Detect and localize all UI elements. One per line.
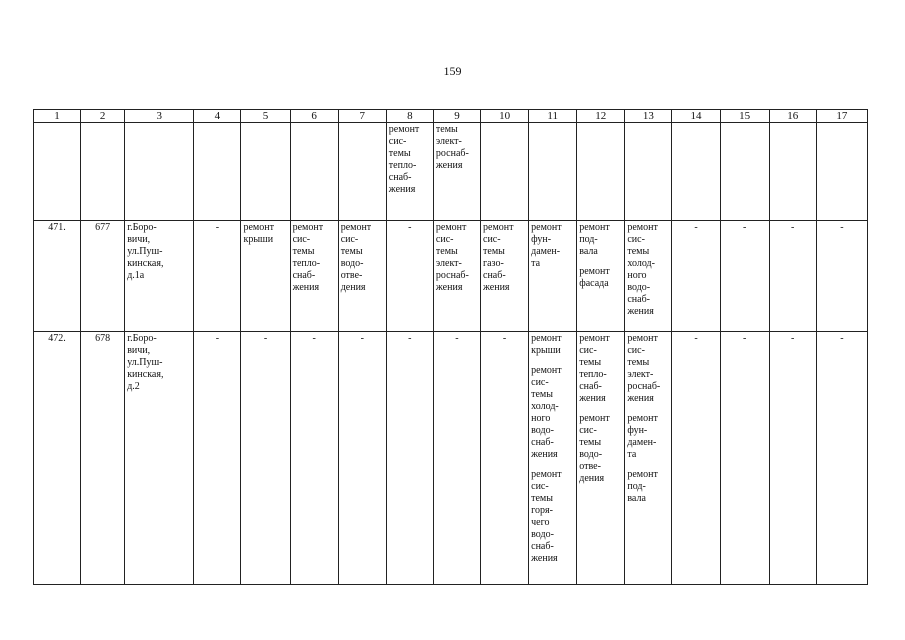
table-cell: [672, 123, 720, 221]
table-cell: [433, 123, 480, 221]
table-cell: [241, 221, 290, 332]
work-item: ремонт сис- темы водо- отве- дения: [340, 222, 372, 293]
work-item: ремонт крыши: [243, 222, 274, 245]
table-cell: [481, 123, 529, 221]
table-cell: [625, 123, 672, 221]
table-cell: -: [194, 332, 241, 585]
work-item: ремонт сис- темы водо- отве- дения: [579, 413, 610, 484]
table-cell: -: [816, 332, 867, 585]
page-number: 159: [443, 64, 462, 78]
table-cell: -: [241, 332, 290, 585]
work-item: ремонт сис- темы элект- роснаб- жения: [627, 333, 661, 404]
table-cell: [529, 332, 577, 585]
table-cell: [338, 221, 386, 332]
address: г.Боро- вичи, ул.Пуш- кинская, д.2: [127, 333, 164, 392]
object-id: 678: [81, 332, 125, 585]
work-item: ремонт сис- темы холод- ного водо- снаб- жения: [531, 365, 562, 460]
table-cell: [577, 221, 625, 332]
work-item: ремонт под- вала: [627, 469, 658, 504]
table-cell: [194, 123, 241, 221]
table-body: [34, 110, 868, 585]
table-cell: -: [290, 332, 338, 585]
object-id: 677: [81, 221, 125, 332]
column-header: 1: [34, 110, 81, 123]
column-header: 7: [338, 110, 386, 123]
table-cell: [769, 123, 816, 221]
table-cell: [529, 123, 577, 221]
table-row: [34, 332, 868, 585]
table-cell: -: [386, 221, 433, 332]
table-cell: [720, 123, 769, 221]
column-header: 11: [529, 110, 577, 123]
work-item: ремонт сис- темы элект- роснаб- жения: [435, 222, 469, 293]
column-header: 15: [720, 110, 769, 123]
table-cell: [481, 221, 529, 332]
column-header: 6: [290, 110, 338, 123]
column-header: 13: [625, 110, 672, 123]
row-number: 472.: [34, 332, 81, 585]
table-cell: -: [769, 332, 816, 585]
work-item: ремонт сис- темы тепло- снаб- жения: [292, 222, 324, 293]
table-cell: [241, 123, 290, 221]
column-header: 12: [577, 110, 625, 123]
work-item: ремонт под- вала: [579, 222, 610, 257]
address: г.Боро- вичи, ул.Пуш- кинская, д.1а: [127, 222, 164, 281]
table-cell: [386, 123, 433, 221]
column-header: 4: [194, 110, 241, 123]
work-item: ремонт фун- дамен- та: [531, 222, 562, 269]
table-cell: -: [672, 221, 720, 332]
work-item: ремонт фасада: [579, 266, 610, 289]
repair-schedule-table: [33, 109, 868, 585]
address-cell: [125, 332, 194, 585]
column-header: 9: [433, 110, 480, 123]
work-item: ремонт фун- дамен- та: [627, 413, 658, 460]
table-cell: -: [338, 332, 386, 585]
table-cell: [125, 123, 194, 221]
work-item: ремонт сис- темы горя- чего водо- снаб- жения: [531, 469, 562, 564]
work-item: ремонт сис- темы холод- ного водо- снаб- жения: [627, 222, 658, 317]
table-cell: -: [672, 332, 720, 585]
column-header: 14: [672, 110, 720, 123]
work-item: темы элект- роснаб- жения: [435, 124, 469, 171]
table-cell: [529, 221, 577, 332]
work-item: ремонт сис- темы газо- снаб- жения: [483, 222, 514, 293]
table-cell: -: [816, 221, 867, 332]
table-cell: [577, 123, 625, 221]
table-cell: [290, 123, 338, 221]
work-item: ремонт крыши: [531, 333, 562, 356]
column-header: 3: [125, 110, 194, 123]
table-cell: -: [769, 221, 816, 332]
address-cell: [125, 221, 194, 332]
table-row: [34, 221, 868, 332]
column-header: 5: [241, 110, 290, 123]
continuation-row: [34, 123, 868, 221]
table-cell: -: [194, 221, 241, 332]
table-cell: -: [720, 221, 769, 332]
table-cell: [625, 221, 672, 332]
table-cell: [338, 123, 386, 221]
table-cell: [34, 123, 81, 221]
table-cell: -: [720, 332, 769, 585]
table-cell: [290, 221, 338, 332]
column-header: 8: [386, 110, 433, 123]
column-header: 17: [816, 110, 867, 123]
table-cell: [816, 123, 867, 221]
column-header: 10: [481, 110, 529, 123]
table-cell: [81, 123, 125, 221]
table-cell: -: [386, 332, 433, 585]
column-header: 2: [81, 110, 125, 123]
header-row: [34, 110, 868, 123]
table-cell: [433, 221, 480, 332]
row-number: 471.: [34, 221, 81, 332]
work-item: ремонт сис- темы тепло- снаб- жения: [388, 124, 420, 195]
table-cell: -: [433, 332, 480, 585]
table-cell: [577, 332, 625, 585]
work-item: ремонт сис- темы тепло- снаб- жения: [579, 333, 610, 404]
table-cell: -: [481, 332, 529, 585]
table-cell: [625, 332, 672, 585]
column-header: 16: [769, 110, 816, 123]
